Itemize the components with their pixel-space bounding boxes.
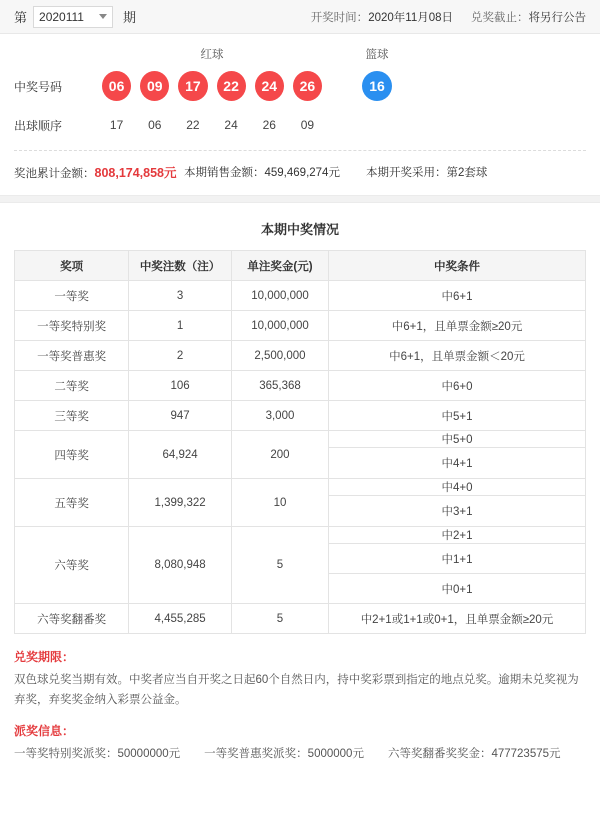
prize-pool <box>14 163 184 181</box>
draw-order-value: 17 <box>109 118 124 132</box>
prize-condition: 中1+1 <box>329 544 586 574</box>
header-winner-count: 中奖注数（注） <box>129 251 232 281</box>
blue-balls <box>322 71 432 101</box>
draw-time-label: 开奖时间： <box>310 11 369 24</box>
blue-zone-label: 篮球 <box>365 49 389 61</box>
section-separator <box>0 195 600 203</box>
ball-scheme-label: 本期开奖采用： <box>365 167 447 179</box>
table-row <box>15 281 586 311</box>
issue-suffix-label: 期 <box>123 10 137 25</box>
ball-scheme-value: 第2套球 <box>446 167 488 179</box>
prize-condition: 中4+1 <box>329 448 586 479</box>
draw-time-value: 2020年11月08日 <box>368 11 453 24</box>
prize-condition: 中3+1 <box>329 496 586 527</box>
prize-amount: 3,000 <box>231 401 328 431</box>
red-ball: 22 <box>217 71 246 101</box>
zone-headers <box>14 38 586 62</box>
winner-count: 1 <box>129 311 232 341</box>
table-row <box>15 527 586 544</box>
prize-pool-value: 808,174,858元 <box>94 166 177 180</box>
prize-amount: 365,368 <box>231 371 328 401</box>
header-prize-amount: 单注奖金(元) <box>231 251 328 281</box>
prize-condition: 中5+1 <box>329 401 586 431</box>
winner-count: 64,924 <box>129 431 232 479</box>
red-ball: 17 <box>178 71 207 101</box>
draw-time <box>311 9 453 25</box>
prize-condition: 中6+1 <box>329 281 586 311</box>
winning-numbers-label: 中奖号码 <box>14 79 63 94</box>
prize-name: 五等奖 <box>15 479 129 527</box>
prize-amount: 10,000,000 <box>231 281 328 311</box>
red-ball: 06 <box>102 71 131 101</box>
table-row <box>15 401 586 431</box>
deadline-title: 兑奖期限： <box>14 650 75 664</box>
draw-order-value: 06 <box>148 118 162 132</box>
prize-name: 三等奖 <box>15 401 129 431</box>
sales-amount-value: 459,469,274元 <box>264 167 340 179</box>
prize-condition: 中6+1，且单票金额≥20元 <box>329 311 586 341</box>
prize-name: 二等奖 <box>15 371 129 401</box>
prize-amount: 5 <box>231 527 328 604</box>
prize-amount: 2,500,000 <box>231 341 328 371</box>
prize-name: 一等奖特别奖 <box>15 311 129 341</box>
winner-count: 8,080,948 <box>129 527 232 604</box>
draw-order-values <box>102 118 322 132</box>
table-row <box>15 479 586 496</box>
red-ball: 26 <box>293 71 322 101</box>
table-row <box>15 371 586 401</box>
draw-order-value: 22 <box>186 118 200 132</box>
prize-amount: 10 <box>231 479 328 527</box>
red-ball: 24 <box>255 71 284 101</box>
red-balls <box>102 71 322 101</box>
prize-amount: 5 <box>231 604 328 634</box>
deadline-text: 双色球兑奖当期有效。中奖者应当自开奖之日起60个自然日内，持中奖彩票到指定的地点兑奖。逾期未兑奖视为弃奖，弃奖奖金纳入彩票公益金。 <box>14 674 579 706</box>
top-bar <box>0 0 600 34</box>
winner-count: 3 <box>129 281 232 311</box>
prize-condition: 中2+1 <box>329 527 586 544</box>
payout-item: 一等奖特别奖派奖：50000000元 <box>14 748 181 761</box>
table-row <box>15 311 586 341</box>
draw-order-value: 26 <box>262 118 276 132</box>
winner-count: 947 <box>129 401 232 431</box>
draw-order-label: 出球顺序 <box>14 118 63 133</box>
prize-condition: 中6+1，且单票金额＜20元 <box>329 341 586 371</box>
payout-item: 六等奖翻番奖奖金：477723575元 <box>387 748 561 761</box>
prize-name: 六等奖翻番奖 <box>15 604 129 634</box>
prize-condition: 中6+0 <box>329 371 586 401</box>
prize-condition: 中0+1 <box>329 574 586 604</box>
winner-count: 2 <box>129 341 232 371</box>
claim-deadline <box>471 9 586 25</box>
winner-count: 106 <box>129 371 232 401</box>
issue-prefix-label: 第 <box>14 10 28 25</box>
prize-condition: 中2+1或1+1或0+1，且单票金额≥20元 <box>329 604 586 634</box>
prize-pool-label: 奖池累计金额： <box>14 168 95 180</box>
top-bar-meta <box>311 9 586 25</box>
draw-order-value: 09 <box>300 118 315 132</box>
issue-selector-group <box>14 6 136 28</box>
prize-name: 一等奖普惠奖 <box>15 341 129 371</box>
prize-amount: 200 <box>231 431 328 479</box>
prize-table-title: 本期中奖情况 <box>260 222 339 237</box>
red-zone-label: 红球 <box>200 49 224 61</box>
prize-amount: 10,000,000 <box>231 311 328 341</box>
notes-section <box>0 634 600 761</box>
payout-item: 一等奖普惠奖派奖：5000000元 <box>204 748 364 761</box>
red-ball: 09 <box>140 71 169 101</box>
payout-list <box>14 745 586 761</box>
table-row <box>15 604 586 634</box>
winner-count: 4,455,285 <box>129 604 232 634</box>
money-summary-row <box>14 151 586 195</box>
chevron-down-icon <box>99 14 107 19</box>
blue-ball: 16 <box>362 71 392 101</box>
prize-table <box>14 250 586 634</box>
payout-title: 派奖信息： <box>14 724 75 739</box>
issue-select[interactable] <box>33 6 113 28</box>
prize-name: 一等奖 <box>15 281 129 311</box>
header-prize-name: 奖项 <box>15 251 129 281</box>
sales-amount <box>184 164 340 180</box>
prize-condition: 中4+0 <box>329 479 586 496</box>
ball-scheme <box>366 164 487 180</box>
winner-count: 1,399,322 <box>129 479 232 527</box>
prize-name: 四等奖 <box>15 431 129 479</box>
draw-order-row <box>14 110 586 140</box>
prize-name: 六等奖 <box>15 527 129 604</box>
table-row <box>15 341 586 371</box>
prize-table-section <box>0 203 600 634</box>
draw-order-value: 24 <box>224 118 238 132</box>
table-row <box>15 431 586 448</box>
issue-select-value: 2020111 <box>39 9 84 24</box>
header-conditions: 中奖条件 <box>329 251 586 281</box>
sales-amount-label: 本期销售金额： <box>184 167 265 179</box>
claim-deadline-label: 兑奖截止： <box>471 11 529 24</box>
claim-deadline-value: 将另行公告 <box>528 11 586 24</box>
winning-numbers-row <box>14 62 586 110</box>
prize-condition: 中5+0 <box>329 431 586 448</box>
table-header-row <box>15 251 586 281</box>
numbers-panel <box>0 34 600 195</box>
